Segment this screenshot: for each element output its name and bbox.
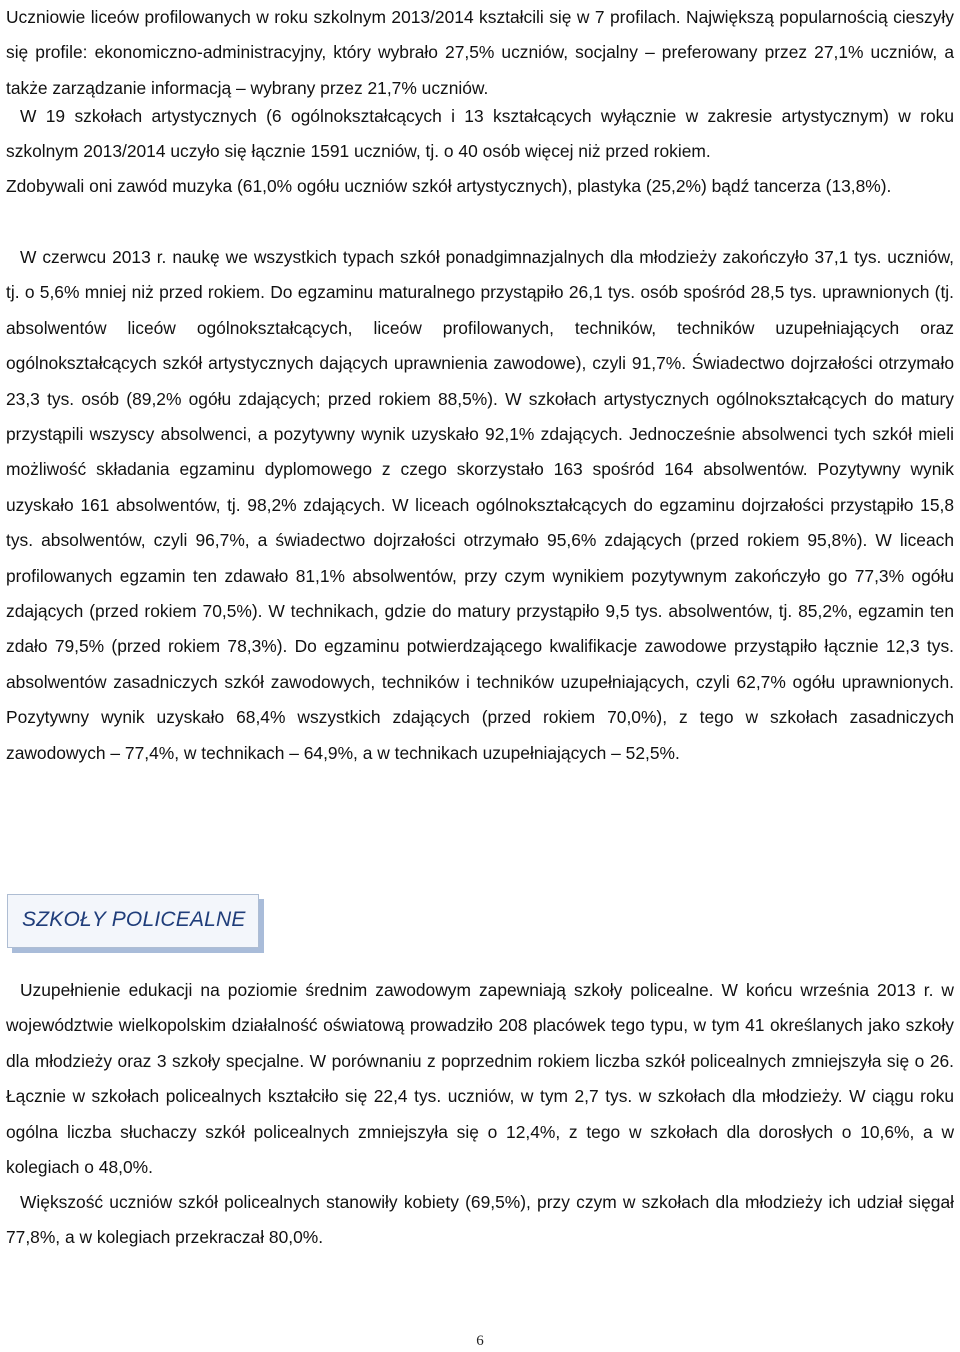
paragraph-graduation-exams: W czerwcu 2013 r. naukę we wszystkich typach szkół ponadgimnazjalnych dla młodzieży zakończyło 37,1 tys. uczniów, tj. o 5,6% mniej niż przed rokiem. Do egzaminu maturalnego przystąpiło 26,1 tys. osób spośród 28,5 tys. uprawnionych (tj. absolwentów liceów ogólnokształcących, liceów profilowanych, techników, techników uzupełniających oraz ogólnokształcących szkół artystycznych dających uprawnienia zawodowe), czyli 91,7%. Świadectwo dojrzałości otrzymało 23,3 tys. osób (89,2% ogółu zdających; przed rokiem 88,5%). W szkołach artystycznych ogólnokształcących do matury przystąpili wszyscy absolwenci, a pozytywny wynik uzyskało 92,1% zdających. Jednocześnie absolwenci tych szkół mieli możliwość składania egzaminu dyplomowego z czego skorzystało 163 spośród 164 absolwentów. Pozytywny wynik uzyskało 161 absolwentów, tj. 98,2% zdających. W liceach ogólnokształcących do egzaminu dojrzałości przystąpiło 15,8 tys. absolwentów, czyli 96,7%, a świadectwo dojrzałości otrzymało 95,6% zdających (przed rokiem 95,8%). W liceach profilowanych egzamin ten zdawało 81,1% absolwentów, przy czym wynikiem pozytywnym zakończyło go 77,3% ogółu zdających (przed rokiem 70,5%). W technikach, gdzie do matury przystąpiło 9,5 tys. absolwentów, tj. 85,2%, egzamin ten zdało 79,5% (przed rokiem 78,3%). Do egzaminu potwierdzającego kwalifikacje zawodowe przystąpiło łącznie 12,3 tys. absolwentów zasadniczych szkół zawodowych, techników i techników uzupełniających, czyli 62,7% ogółu uprawnionych. Pozytywny wynik uzyskało 68,4% wszystkich zdających (przed rokiem 70,0%), z tego w szkołach zasadniczych zawodowych – 77,4%, w technikach – 64,9%, a w technikach uzupełniających – 52,5%. bbox=[6, 247, 954, 763]
paragraph-art-professions: Zdobywali oni zawód muzyka (61,0% ogółu uczniów szkół artystycznych), plastyka (25,2%) bądź tancerza (13,8%). bbox=[6, 176, 892, 196]
paragraph-art-schools: W 19 szkołach artystycznych (6 ogólnokształcących i 13 kształcących wyłącznie w zakresie artystycznym) w roku szkolnym 2013/2014 uczyło się łącznie 1591 uczniów, tj. o 40 osób więcej niż przed rokiem. bbox=[6, 106, 954, 162]
page-number: 6 bbox=[476, 1333, 484, 1349]
section-heading: SZKOŁY POLICEALNE bbox=[22, 908, 246, 931]
paragraph-post-secondary-schools: Uzupełnienie edukacji na poziomie średnim zawodowym zapewniają szkoły policealne. W końcu września 2013 r. w województwie wielkopolskim działalność oświatową prowadziło 208 placówek tego typu, w tym 41 określanych jako szkoły dla młodzieży oraz 3 szkoły specjalne. W porównaniu z poprzednim rokiem liczba szkół policealnych zmniejszyła się o 26. Łącznie w szkołach policealnych kształciło się 22,4 tys. uczniów, w tym 2,7 tys. w szkołach dla młodzieży. W ciągu roku ogólna liczba słuchaczy szkół policealnych zmniejszyła się o 12,4%, z tego w szkołach dla dorosłych o 10,6%, a w kolegiach o 48,0%. bbox=[6, 980, 954, 1178]
section-heading-box bbox=[7, 894, 259, 948]
paragraph-women-share: Większość uczniów szkół policealnych stanowiły kobiety (69,5%), przy czym w szkołach dla młodzieży ich udział sięgał 77,8%, a w kolegiach przekraczał 80,0%. bbox=[6, 1192, 954, 1248]
paragraph-profiled-high-schools: Uczniowie liceów profilowanych w roku szkolnym 2013/2014 kształcili się w 7 profilach. Największą popularnością cieszyły się profile: ekonomiczno-administracyjny, który wybrało 27,5% uczniów, socjalny – preferowany przez 27,1% uczniów, a także zarządzanie informacją – wybrany przez 21,7% uczniów. bbox=[6, 7, 954, 98]
